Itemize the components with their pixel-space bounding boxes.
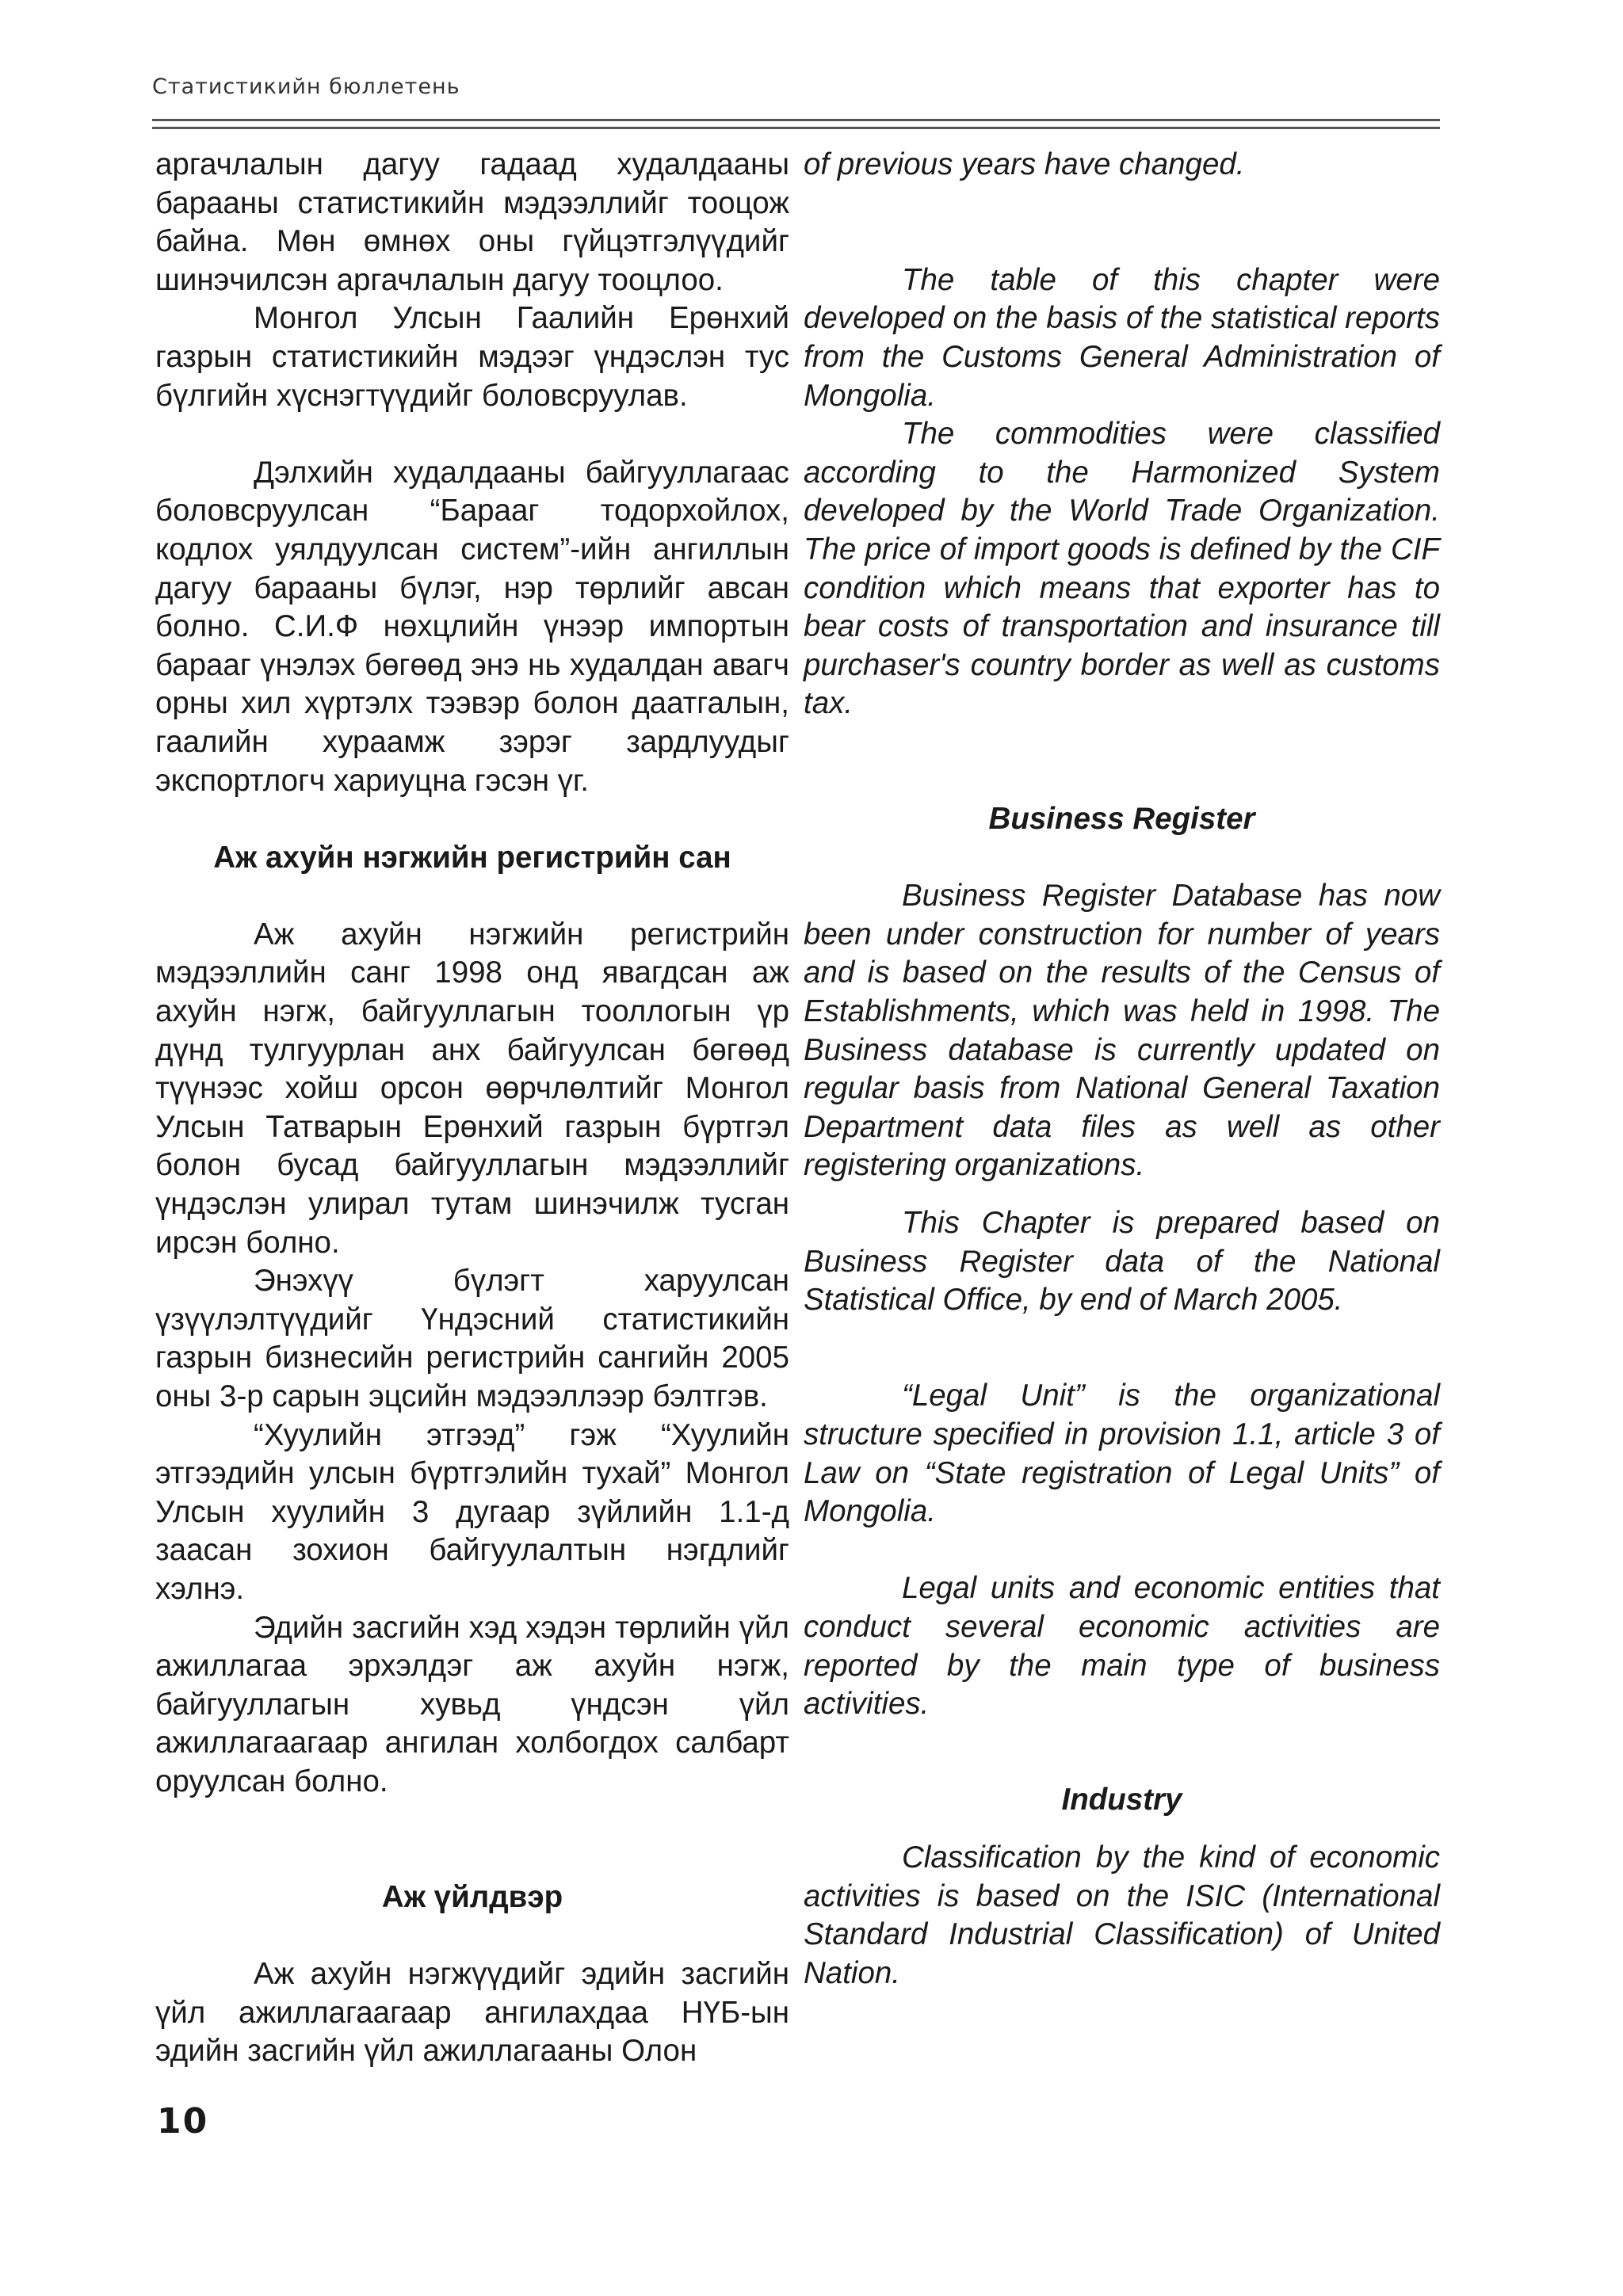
spacer [804, 839, 1440, 878]
spacer [804, 185, 1440, 223]
spacer [804, 1820, 1440, 1839]
spacer [155, 1917, 789, 1955]
spacer [804, 1724, 1440, 1763]
paragraph-mn-8: Аж ахуйн нэгжүүдийг эдийн засгийн үйл ажиллагаагаар ангилахдаа НҮБ-ын эдийн засгийн үйл ажиллагааны Олон [155, 1956, 789, 2069]
heading-en-industry: Industry [1061, 1783, 1182, 1817]
paragraph-mn-3: Дэлхийн худалдааны байгууллагаас боловсруулсан “Барааг тодорхойлох, кодлох уялдуулсан систем”-ийн ангиллын дагуу барааны бүлэг, нэр төрлийг авсан болно. С.И.Ф нөхцлийн үнээр импортын барааг үнэлэх бөгөөд энэ нь худалдан авагч орны хил хүртэлх тээвэр болон даатгалын, гаалийн хураамж зэрэг зардлуудыг экспортлогч хариуцна гэсэн үг. [155, 455, 789, 798]
heading-mn-industry: Аж үйлдвэр [381, 1879, 563, 1914]
paragraph-mn-5: Энэхүү бүлэгт харуулсан үзүүлэлтүүдийг Үндэсний статистикийн газрын бизнесийн регистрийн сангийн 2005 оны 3-р сарын эцсийн мэдээллээр бэлтгэв. [155, 1264, 789, 1413]
heading-en-business-register: Business Register [988, 802, 1255, 837]
paragraph-mn-2: Монгол Улсын Гаалийн Ерөнхий газрын статистикийн мэдээг үндэслэн тус бүлгийн хүснэгтүүдийг боловсруулав. [155, 301, 789, 413]
paragraph-en-3: The commodities were classified according to the Harmonized System developed by the World Trade Organization. The price of import goods is defined by the CIF condition which means that exporter has to bear costs of transportation and insurance till purchaser's country border as well as customs tax. [804, 417, 1440, 721]
paragraph-en-8: Classification by the kind of economic activities is based on the ISIC (International Standard Industrial Classification) of United Nation. [804, 1840, 1440, 1990]
spacer [155, 877, 789, 916]
mongolian-column [155, 146, 789, 2071]
spacer [155, 800, 789, 839]
paragraph-en-5: This Chapter is prepared based on Business Register data of the National Statistical Office, by end of March 2005. [804, 1206, 1440, 1318]
header-rule-bottom [152, 127, 1440, 129]
spacer [804, 1358, 1440, 1377]
running-header: Статистикийн бюллетень [152, 74, 460, 99]
spacer [804, 223, 1440, 261]
spacer [155, 1802, 789, 1840]
spacer [804, 723, 1440, 762]
paragraph-en-1: of previous years have changed. [804, 147, 1245, 181]
spacer [804, 1762, 1440, 1781]
spacer [804, 762, 1440, 801]
spacer [155, 415, 789, 454]
paragraph-en-7: Legal units and economic entities that conduct several economic activities are reported by the main type of business activities. [804, 1571, 1440, 1722]
spacer [804, 1320, 1440, 1359]
paragraph-mn-6: “Хуулийн этгээд” гэж “Хуулийн этгээдийн улсын бүртгэлийн тухай” Монгол Улсын хуулийн 3 дугаар зүйлийн 1.1-д заасан зохион байгуулалтын нэгдлийг хэлнэ. [155, 1417, 789, 1606]
paragraph-en-2: The table of this chapter were developed on the basis of the statistical reports from the Customs General Administration of Mongolia. [804, 262, 1440, 413]
header-rule-top [152, 119, 1440, 121]
heading-mn-business-register: Аж ахуйн нэгжийн регистрийн сан [213, 840, 731, 875]
paragraph-mn-4: Аж ахуйн нэгжийн регистрийн мэдээллийн санг 1998 онд явагдсан аж ахуйн нэгж, байгууллагын тооллогын үр дүнд тулгуурлан анх байгуулсан бөгөөд түүнээс хойш орсон өөрчлөлтийг Монгол Улсын Татварын Ерөнхий газрын бүртгэл болон бусад байгууллагын мэдээллийг үндэслэн улирал тутам шинэчилж тусган ирсэн болно. [155, 917, 789, 1260]
paragraph-mn-1: аргачлалын дагуу гадаад худалдааны барааны статистикийн мэдээллийг тооцож байна. Мөн өмнөх оны гүйцэтгэлүүдийг шинэчилсэн аргачлалын дагуу тооцлоо. [155, 147, 789, 297]
spacer [804, 1185, 1440, 1204]
paragraph-en-4: Business Register Database has now been under construction for number of years and is based on the results of the Census of Establishments, which was held in 1998. The Business database is currently updated on regular basis from National General Taxation Department data files as well as other registering organizations. [804, 879, 1440, 1183]
page-number: 10 [157, 2101, 209, 2142]
spacer [804, 1531, 1440, 1570]
english-column [804, 146, 1440, 1993]
spacer [155, 1840, 789, 1878]
paragraph-en-6: “Legal Unit” is the organizational structure specified in provision 1.1, article 3 of Law on “State registration of Legal Units” of Mongolia. [804, 1379, 1440, 1529]
paragraph-mn-7: Эдийн засгийн хэд хэдэн төрлийн үйл ажиллагаа эрхэлдэг аж ахуйн нэгж, байгууллагын хувьд үндсэн үйл ажиллагаагаар ангилан холбогдох салбарт оруулсан болно. [155, 1610, 789, 1798]
